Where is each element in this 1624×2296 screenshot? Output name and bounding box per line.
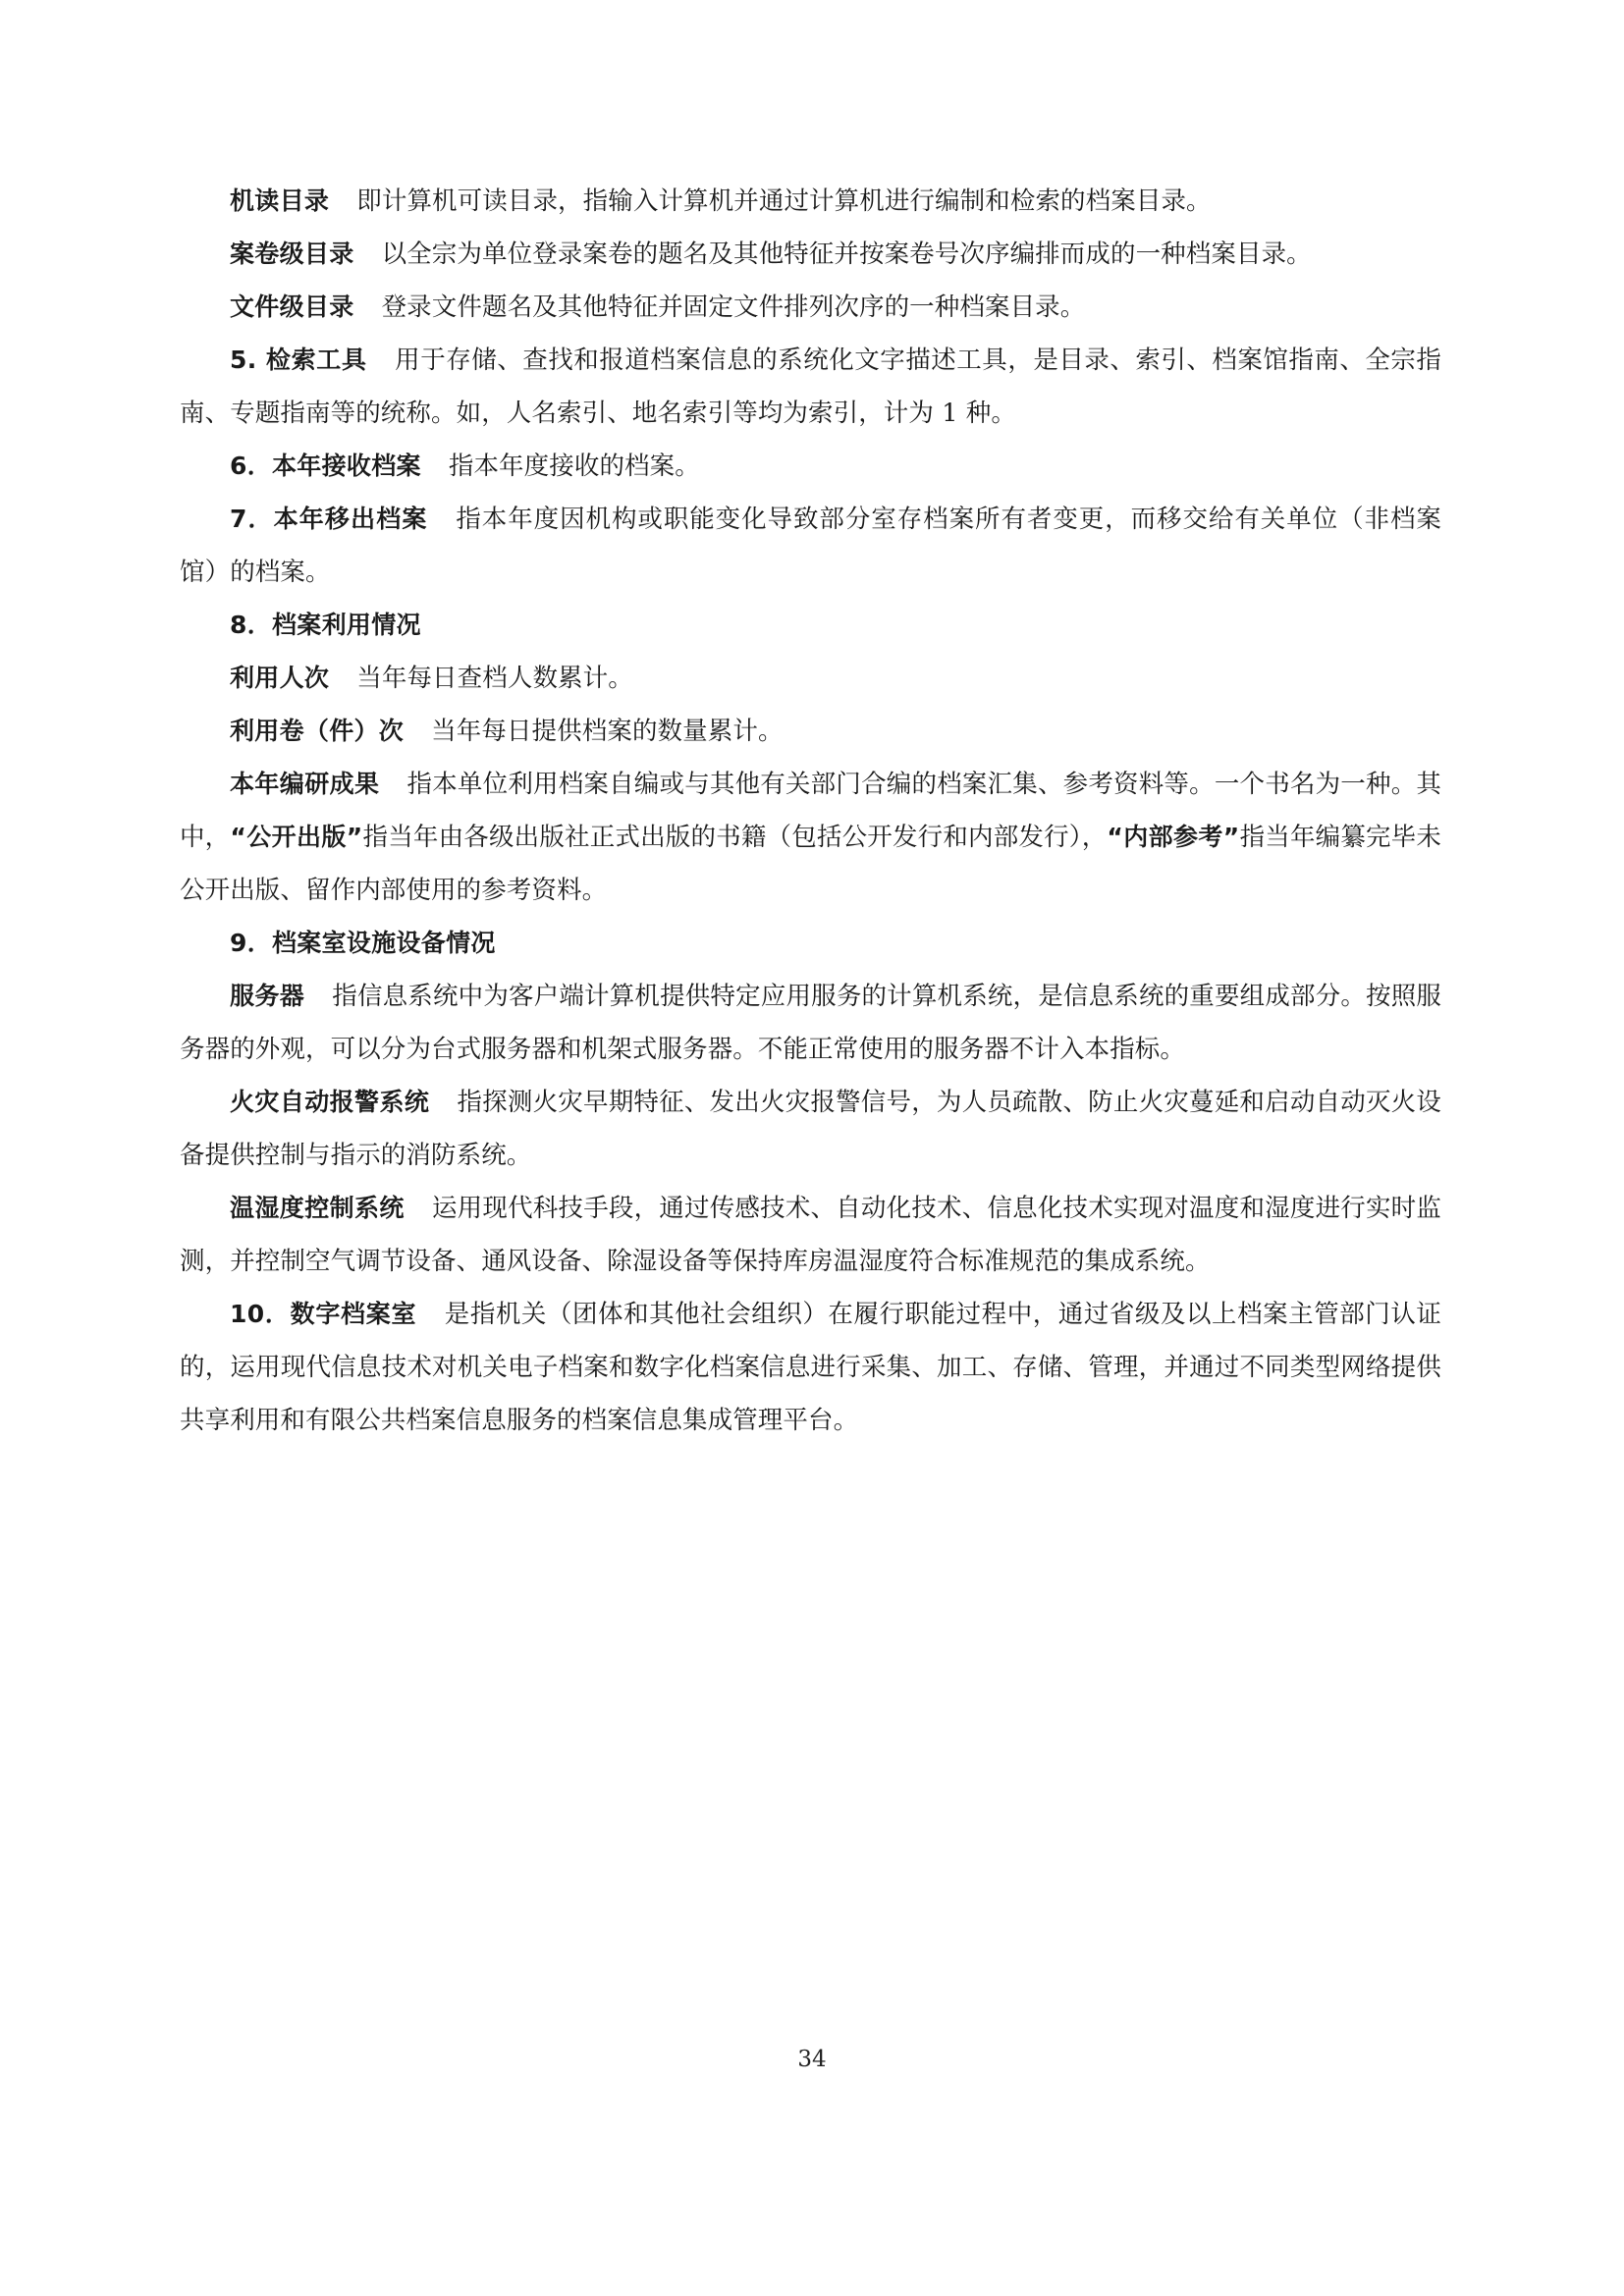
paragraph-file-level-catalog-volume — [180, 228, 1441, 281]
term-definition: 运用现代科技手段，通过传感技术、自动化技术、信息化技术实现对温度和湿度进行实时监测，并控制空气调节设备、通风设备、除湿设备等保持库房温湿度符合标准规范的集成系统。 — [180, 1194, 1441, 1276]
paragraph-fire-alarm-system — [180, 1076, 1441, 1182]
term-definition: 即计算机可读目录，指输入计算机并通过计算机进行编制和检索的档案目录。 — [356, 187, 1212, 216]
term-definition: 登录文件题名及其他特征并固定文件排列次序的一种档案目录。 — [381, 293, 1086, 322]
page-number: 34 — [797, 2047, 827, 2072]
term-label: 火灾自动报警系统 — [230, 1088, 430, 1116]
term-definition: 当年每日提供档案的数量累计。 — [431, 717, 784, 746]
term-label: 机读目录 — [230, 187, 330, 215]
term-label: 温湿度控制系统 — [230, 1194, 405, 1222]
paragraph-retrieval-tools — [180, 334, 1441, 440]
term-label: 7．本年移出档案 — [230, 505, 428, 533]
paragraph-received-archives — [180, 440, 1441, 493]
term-definition: 是指机关（团体和其他社会组织）在履行职能过程中，通过省级及以上档案主管部门认证的，运用现代信息技术对机关电子档案和数字化档案信息进行采集、加工、存储、管理，并通过不同类型网络提供共享利用和有限公共档案信息服务的档案信息集成管理平台。 — [180, 1300, 1441, 1435]
term-definition: 指探测火灾早期特征、发出火灾报警信号，为人员疏散、防止火灾蔓延和启动自动灭火设备提供控制与指示的消防系统。 — [180, 1088, 1441, 1170]
term-label: 6．本年接收档案 — [230, 452, 421, 480]
paragraph-machine-readable-catalog — [180, 175, 1441, 228]
term-label: 服务器 — [230, 982, 305, 1010]
term-label: 本年编研成果 — [230, 770, 380, 798]
term-label: 利用卷（件）次 — [230, 717, 405, 745]
paragraph-compilation-results — [180, 758, 1441, 917]
inline-term-public-publication: “公开出版” — [230, 823, 363, 851]
term-label: 文件级目录 — [230, 293, 354, 321]
paragraph-archive-usage-heading — [180, 599, 1441, 652]
term-label: 利用人次 — [230, 664, 330, 692]
paragraph-temperature-humidity-system — [180, 1182, 1441, 1288]
paragraph-usage-person-times — [180, 652, 1441, 705]
term-definition: 当年每日查档人数累计。 — [356, 664, 633, 693]
paragraph-usage-volume-times — [180, 705, 1441, 758]
term-definition: 指本年度接收的档案。 — [448, 452, 700, 481]
term-definition: 以全宗为单位登录案卷的题名及其他特征并按案卷号次序编排而成的一种档案目录。 — [381, 240, 1312, 269]
inline-term-internal-reference: “内部参考” — [1107, 823, 1240, 851]
paragraph-transferred-archives — [180, 493, 1441, 599]
term-definition: 指本年度因机构或职能变化导致部分室存档案所有者变更，而移交给有关单位（非档案馆）的档案。 — [180, 505, 1441, 587]
term-definition: 指本单位利用档案自编或与其他有关部门合编的档案汇集、参考资料等。一个书名为一种。其中，“公开出版”指当年由各级出版社正式出版的书籍（包括公开发行和内部发行），“内部参考”指当年编纂完毕未公开出版、留作内部使用的参考资料。 — [180, 770, 1441, 905]
term-definition: 用于存储、查找和报道档案信息的系统化文字描述工具，是目录、索引、档案馆指南、全宗指南、专题指南等的统称。如，人名索引、地名索引等均为索引，计为 1 种。 — [180, 346, 1441, 428]
term-label: 9．档案室设施设备情况 — [230, 929, 496, 957]
paragraph-digital-archive-room — [180, 1288, 1441, 1447]
paragraph-file-level-catalog — [180, 281, 1441, 334]
paragraph-server — [180, 970, 1441, 1076]
term-definition: 指信息系统中为客户端计算机提供特定应用服务的计算机系统，是信息系统的重要组成部分。按照服务器的外观，可以分为台式服务器和机架式服务器。不能正常使用的服务器不计入本指标。 — [180, 982, 1441, 1064]
document-body — [180, 175, 1441, 1447]
term-label: 10．数字档案室 — [230, 1300, 417, 1328]
term-label: 8．档案利用情况 — [230, 611, 421, 639]
term-label: 案卷级目录 — [230, 240, 354, 268]
paragraph-facilities-heading — [180, 917, 1441, 970]
term-label: 5. 检索工具 — [230, 346, 367, 374]
